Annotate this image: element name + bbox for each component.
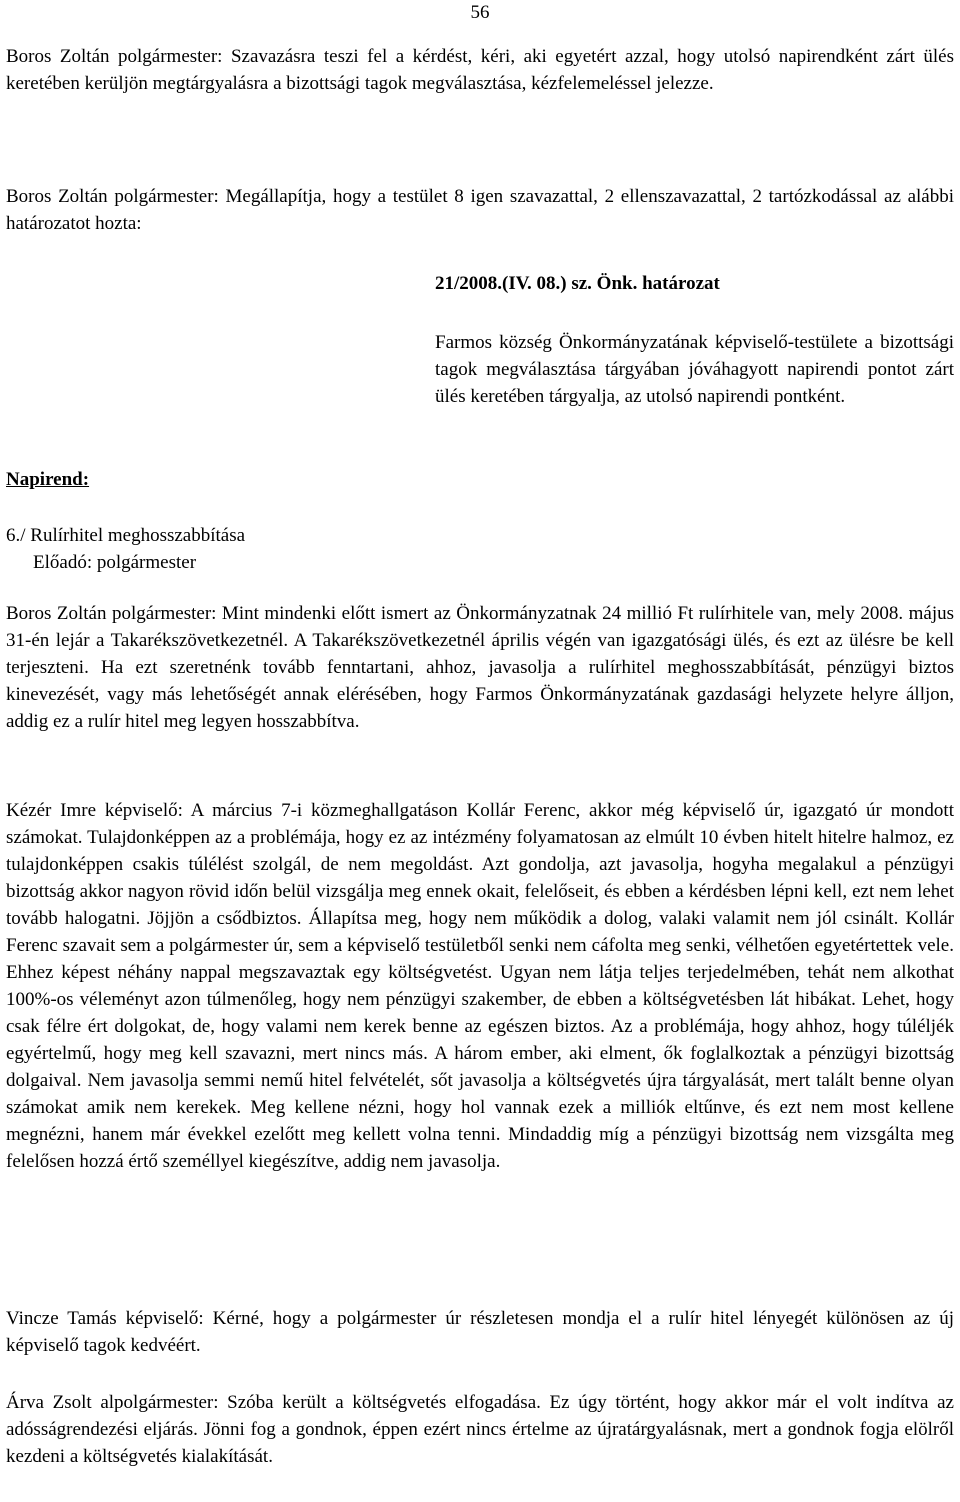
paragraph-vote-result: Boros Zoltán polgármester: Megállapítja, hogy a testület 8 igen szavazattal, 2 ellenszavazattal, 2 tartózkodással az alábbi határozatot hozta: (6, 186, 954, 234)
paragraph-kezer-statement: Kézér Imre képviselő: A március 7-i közmeghallgatáson Kollár Ferenc, akkor még képviselő úr, igazgató úr mondott számokat. Tulajdonképpen az a problémája, hogy ez az intézmény folyamatosan az elmúlt 10 évben hitelt hitelre halmoz, ez tulajdonképpen csakis túlélést szolgál, de nem megoldást. Azt gondolja, azt javasolja, hogyha megalakul a pénzügyi bizottság akkor nagyon rövid időn belül vizsgálja meg ennek okait, felelőseit, és ebben a kérdésben lépni kell, ezt nem lehet tovább halogatni. Jöjjön a csődbiztos. Állapítsa meg, hogy nem működik a dolog, valaki valamit nem jól csinált. Kollár Ferenc szavait sem a polgármester úr, sem a képviselő testületből senki nem cáfolta meg senki, vélhetően egyetértettek vele. Ehhez képest néhány nappal megszavaztak egy költségvetést. Ugyan nem látja teljes terjedelmében, tehát nem alkothat 100%-os véleményt azon túlmenőleg, hogy nem pénzügyi szakember, de ebben a költségvetésben lát hibákat. Lehet, hogy csak félre ért dolgokat, de, hogy valami nem kerek benne az egészen biztos. Az a problémája, hogy ahhoz, hogy túléljék egyértelmű, hogy meg kell szavazni, mert nincs más. A három ember, aki elment, ők foglalkoztak a pénzügyi bizottság dolgaival. Nem javasolja semmi nemű hitel felvételét, sőt javasolja a költségvetés újra tárgyalását, mert talált benne olyan számokat amik nem kerekek. Meg kellene nézni, hogy hol vannak ezek a milliók eltűnve, és ezt nem most kellene megnézni, hanem már évekkel ezelőtt meg kellett volna tenni. Mindaddig míg a pénzügyi bizottság nem vizsgálta meg felelősen hozzá értő személlyel kiegészítve, addig nem javasolja. (6, 800, 954, 1172)
page-number: 56 (470, 2, 490, 23)
paragraph-vincze-statement: Vincze Tamás képviselő: Kérné, hogy a polgármester úr részletesen mondja el a rulír hitel lényegét különösen az új képviselő tagok kedvéért. (6, 1308, 954, 1356)
decision-title: 21/2008.(IV. 08.) sz. Önk. határozat (435, 273, 720, 294)
paragraph-mayor-statement: Boros Zoltán polgármester: Mint mindenki előtt ismert az Önkormányzatnak 24 millió Ft rulírhitele van, mely 2008. május 31-én lejár a Takarékszövetkezetnél. A Takarékszövetkezetnél április végén van igazgatósági ülés, és ezt az ülésre be kell terjeszteni. Ha ezt szeretnénk tovább fenntartani, ahhoz, javasolja a rulírhitel meghosszabbítását, pénzügyi biztos kinevezését, vagy más lehetőségét annak elérésében, hogy Farmos Önkormányzatának gazdasági helyzete helyre álljon, addig ez a rulír hitel meg legyen hosszabbítva. (6, 603, 954, 732)
agenda-heading: Napirend: (6, 469, 90, 490)
agenda-item: 6./ Rulírhitel meghosszabbítása (6, 525, 246, 546)
decision-text: Farmos község Önkormányzatának képviselő-testülete a bizottsági tagok megválasztása tárgyában jóváhagyott napirendi pontot zárt ülés keretében tárgyalja, az utolsó napirendi pontként. (435, 332, 954, 407)
paragraph-arva-statement: Árva Zsolt alpolgármester: Szóba került a költségvetés elfogadása. Ez úgy történt, hogy akkor már el volt indítva az adósságrendezési eljárás. Jönni fog a gondnok, éppen ezért nincs értelme az újratárgyalásnak, mert a gondnok fogja elölről kezdeni a költségvetés kialakítását. (6, 1392, 954, 1467)
paragraph-vote-call: Boros Zoltán polgármester: Szavazásra teszi fel a kérdést, kéri, aki egyetért azzal, hogy utolsó napirendként zárt ülés keretében kerüljön megtárgyalásra a bizottsági tagok megválasztása, kézfelemeléssel jelezze. (6, 46, 954, 94)
agenda-presenter: Előadó: polgármester (33, 552, 197, 573)
